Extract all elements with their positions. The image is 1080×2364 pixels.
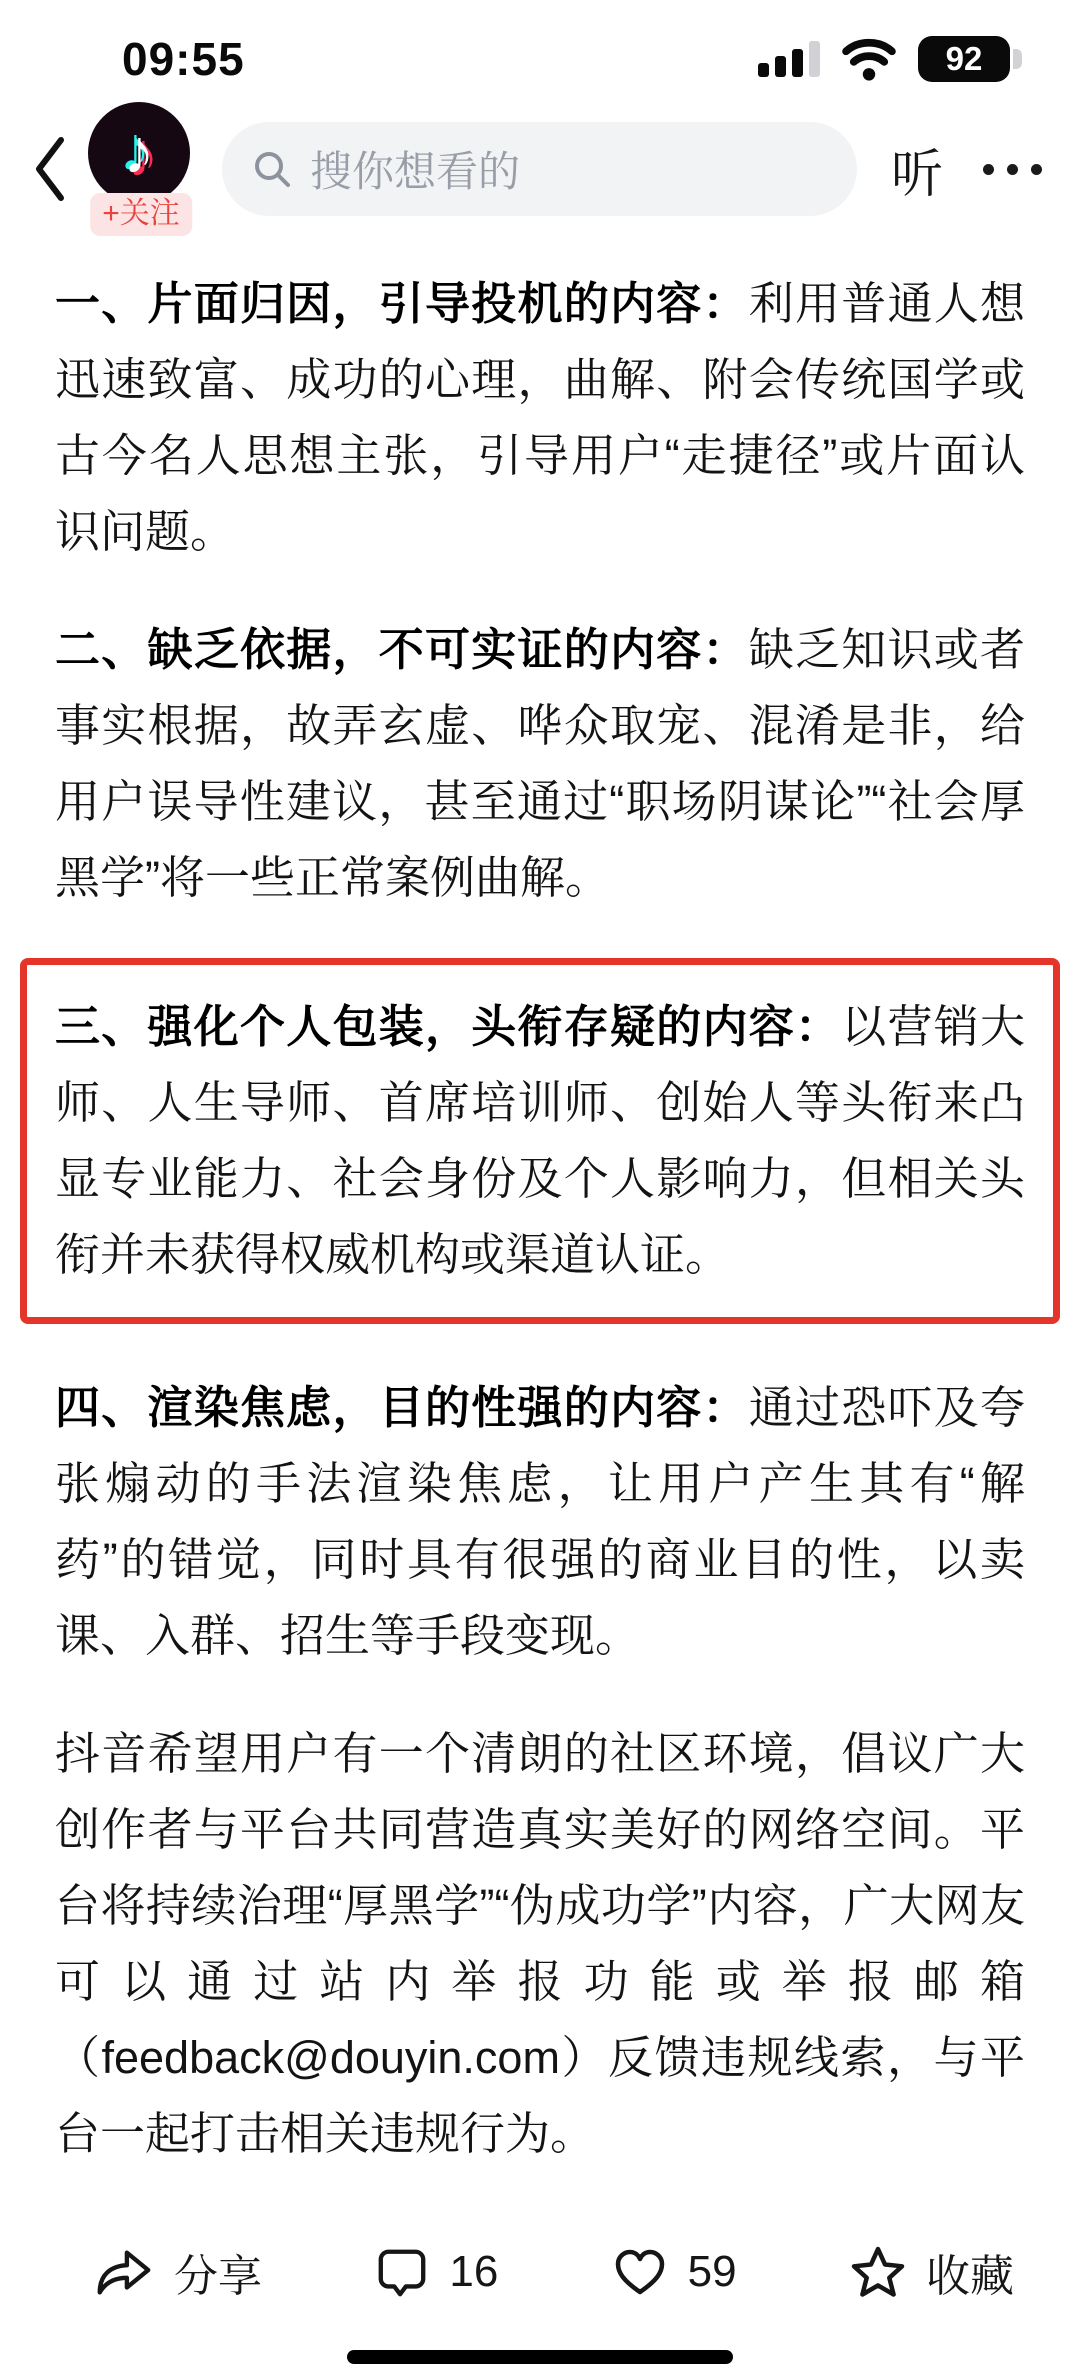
- action-bar: [0, 2240, 1080, 2304]
- favorite-button[interactable]: [850, 2240, 1014, 2304]
- paragraph-2-text: 缺乏知识或者事实根据，故弄玄虚、哗众取宠、混淆是非，给用户误导性建议，甚至通过“职场阴谋论”“社会厚黑学”将一些正常案例曲解。: [55, 624, 1025, 903]
- chevron-left-icon: [31, 134, 69, 204]
- search-icon: [252, 149, 292, 189]
- battery-nub: [1013, 49, 1022, 69]
- status-icons: [758, 36, 1022, 82]
- back-button[interactable]: [28, 124, 72, 214]
- listen-button[interactable]: 听: [891, 132, 943, 207]
- share-button[interactable]: [92, 2240, 262, 2304]
- search-input[interactable]: [222, 122, 857, 216]
- paragraph-2-heading: 二、缺乏依据，不可实证的内容：: [55, 624, 749, 675]
- paragraph-4-heading: 四、渲染焦虑，目的性强的内容：: [55, 1382, 749, 1433]
- article-body: [0, 266, 1080, 2214]
- paragraph-3-text: 以营销大师、人生导师、首席培训师、创始人等头衔来凸显专业能力、社会身份及个人影响力，但相关头衔并未获得权威机构或渠道认证。: [55, 1001, 1025, 1280]
- douyin-logo-icon: ♪: [88, 102, 190, 204]
- paragraph-5-text: 抖音希望用户有一个清朗的社区环境，倡议广大创作者与平台共同营造真实美好的网络空间。平台将持续治理“厚黑学”“伪成功学”内容，广大网友可以通过站内举报功能或举报邮箱（feedback@douyin.com）反馈违规线索，与平台一起打击相关违规行为。: [55, 1728, 1025, 2159]
- paragraph-1-heading: 一、片面归因，引导投机的内容：: [55, 278, 749, 329]
- like-button[interactable]: [612, 2246, 737, 2298]
- ellipsis-icon: [983, 164, 994, 175]
- more-button[interactable]: [983, 164, 1042, 175]
- heart-outline-icon: [612, 2246, 668, 2298]
- header: [0, 92, 1080, 244]
- battery-icon: [918, 36, 1022, 82]
- comment-count: 16: [449, 2247, 499, 2296]
- paragraph-4: [55, 1370, 1025, 1674]
- author-avatar[interactable]: [88, 102, 194, 236]
- highlight-box: [20, 958, 1060, 1324]
- star-outline-icon: [850, 2245, 906, 2299]
- cellular-signal-icon: [758, 41, 820, 77]
- paragraph-4-text: 通过恐吓及夸张煽动的手法渲染焦虑，让用户产生其有“解药”的错觉，同时具有很强的商业目的性，以卖课、入群、招生等手段变现。: [55, 1382, 1025, 1661]
- like-count: 59: [687, 2247, 737, 2296]
- home-indicator[interactable]: [347, 2350, 733, 2364]
- search-placeholder: 搜你想看的: [310, 148, 521, 195]
- status-bar: [0, 0, 1080, 92]
- paragraph-1-text: 利用普通人想迅速致富、成功的心理，曲解、附会传统国学或古今名人思想主张，引导用户“走捷径”或片面认识问题。: [55, 278, 1025, 557]
- share-label: 分享: [174, 2252, 262, 2301]
- paragraph-3-heading: 三、强化个人包装，头衔存疑的内容：: [55, 1001, 842, 1052]
- favorite-label: 收藏: [925, 2252, 1014, 2301]
- paragraph-2: [55, 612, 1025, 916]
- paragraph-5: [55, 1716, 1025, 2172]
- battery-percent: 92: [918, 36, 1010, 82]
- clock: 09:55: [122, 33, 245, 85]
- share-arrow-icon: [92, 2244, 154, 2300]
- paragraph-1: [55, 266, 1025, 570]
- comment-button[interactable]: [375, 2244, 498, 2300]
- wifi-icon: [840, 37, 898, 81]
- paragraph-3: [55, 989, 1025, 1293]
- speech-bubble-icon: [375, 2244, 429, 2300]
- follow-button[interactable]: +关注: [90, 193, 192, 236]
